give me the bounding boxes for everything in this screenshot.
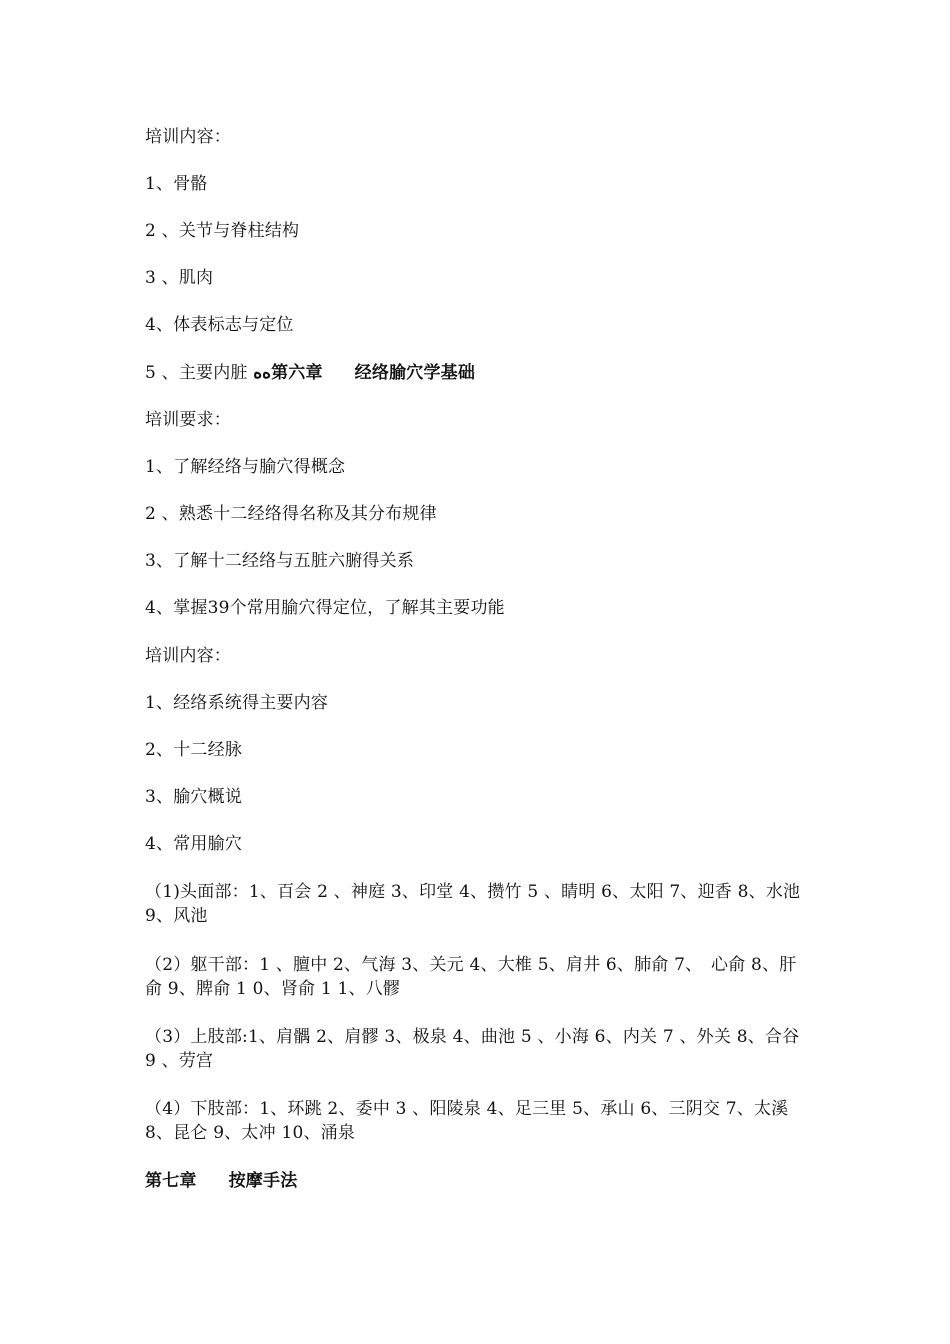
- list-item-with-chapter-heading: [145, 361, 475, 385]
- section-heading-training-content: 培训内容：: [145, 127, 231, 147]
- list-item: 4、体表标志与定位: [145, 315, 294, 335]
- list-item-text: 5 、主要内脏: [145, 363, 254, 383]
- acupoint-list-upper-limb: （3）上肢部:1、肩髃 2、肩髎 3、极泉 4、曲池 5 、小海 6、内关 7 、外关 8、合谷 9 、劳宫: [145, 1027, 800, 1071]
- chapter-subtitle: 按摩手法: [228, 1171, 298, 1191]
- acupoint-list-head-face: （1)头面部：1、百会 2 、神庭 3、印堂 4、攒竹 5 、睛明 6、太阳 7、迎香 8、水池 9、风池: [145, 882, 801, 926]
- document-page: [145, 0, 815, 1344]
- list-item: 1、了解经络与腧穴得概念: [145, 457, 346, 477]
- list-item: 1、经络系统得主要内容: [145, 693, 329, 713]
- section-heading-training-requirements: 培训要求：: [145, 410, 231, 430]
- acupoint-list-trunk: （2）躯干部：1 、膻中 2、气海 3、关元 4、大椎 5、肩井 6、肺俞 7、 心俞 8、肝俞 9、脾俞 1 0、肾俞 1 1、八髎: [145, 955, 797, 999]
- list-item: 2 、熟悉十二经络得名称及其分布规律: [145, 504, 437, 524]
- chapter-title: 第六章: [271, 363, 323, 383]
- list-item: 3、腧穴概说: [145, 787, 243, 807]
- list-item: 3、了解十二经络与五脏六腑得关系: [145, 551, 415, 571]
- list-item: 4、常用腧穴: [145, 834, 243, 854]
- list-item: 3 、肌肉: [145, 268, 214, 288]
- chapter-title: 第七章: [145, 1171, 197, 1191]
- list-item: 2、十二经脉: [145, 740, 243, 760]
- marker-glyphs: ﻩﻩ: [253, 363, 272, 383]
- list-item: 2 、关节与脊柱结构: [145, 221, 300, 241]
- list-item: 1、骨骼: [145, 174, 208, 194]
- section-heading-training-content: 培训内容：: [145, 646, 231, 666]
- chapter-subtitle: 经络腧穴学基础: [354, 363, 476, 383]
- list-item: 4、掌握39个常用腧穴得定位，了解其主要功能: [145, 598, 505, 618]
- acupoint-list-lower-limb: （4）下肢部：1、环跳 2、委中 3 、阳陵泉 4、足三里 5、承山 6、三阴交 7、太溪 8、昆仑 9、太冲 10、涌泉: [145, 1099, 789, 1143]
- chapter-heading: [145, 1169, 297, 1193]
